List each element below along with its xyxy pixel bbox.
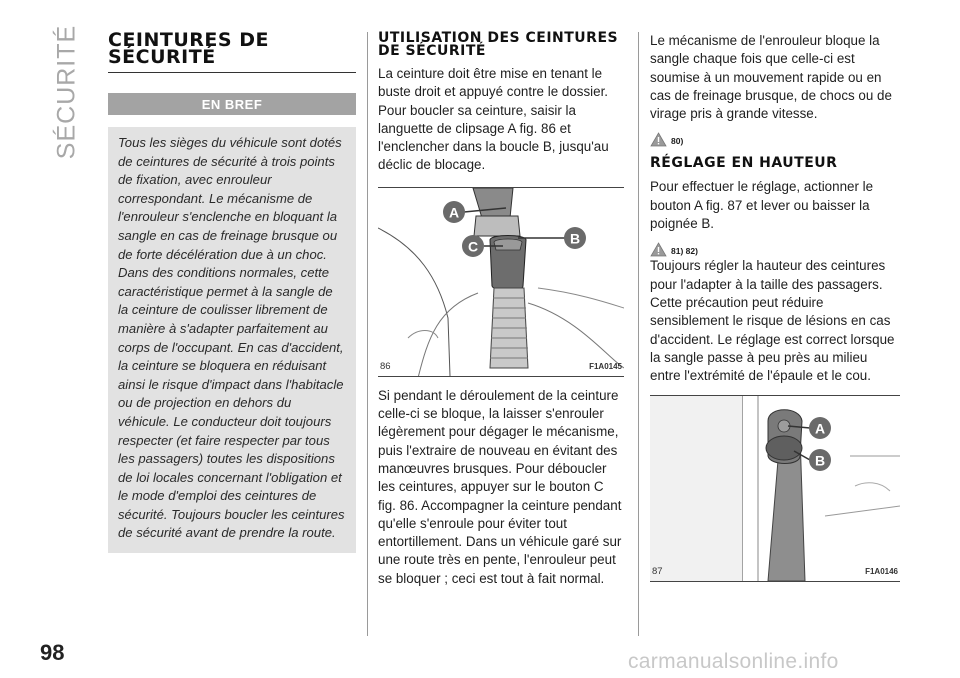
callout-b: B (814, 452, 826, 469)
callout-a: A (814, 420, 826, 437)
section-title: UTILISATION DES CEINTURES DE SÉCURITÉ (378, 30, 619, 59)
paragraph: Pour effectuer le réglage, actionner le bouton A fig. 87 et lever ou baisser la poignée B. (650, 179, 874, 232)
paragraph: Le mécanisme de l'enrouleur bloque la sangle chaque fois que celle-ci est soumise à un mouvement rapide ou en cas de freinage brusque, de chocs ou de virage pris à grande vitesse. (650, 33, 892, 122)
figure-number: 86 (380, 360, 391, 372)
callout-c: C (467, 238, 479, 255)
callout-a: A (448, 204, 460, 221)
brief-heading: EN BREF (108, 93, 356, 115)
figure-code: F1A0145 (589, 361, 622, 371)
paragraph: Si pendant le déroulement de la ceinture celle-ci se bloque, la laisser s'enrouler légèrement pour dégager le mécanisme, puis l'extraire de nouveau en évitant des manœuvres brusques. Pour déboucler les ceintures, appuyer sur le bouton C fig. 86. Accompagner la ceinture pendant qu'elle s'enroule pour éviter tout entortillement. Dans un véhicule garé sur une route très en pente, l'enrouleur peut se bloquer ; ceci est tout à fait normal. (378, 387, 622, 586)
warning-reference (650, 127, 900, 147)
warning-ref-text: 81) 82) (671, 246, 698, 257)
footer-site: carmanualsonline.info (628, 650, 839, 673)
brief-text: Tous les sièges du véhicule sont dotés de ceintures de sécurité à trois points de fixation, avec enrouleur correspondant. Le mécanisme de l'enrouleur s'enclenche en bloquant la sangle en cas de freinage brusque ou de forte décélération due à un choc. Dans des conditions normales, cette caractéristique permet à la sangle de la ceinture de coulisser librement de manière à s'adapter parfaitement au corps de l'occupant. En cas d'accident, la ceinture se bloquera en réduisant ainsi le risque d'impact dans l'habitacle ou de projection en dehors du véhicule. Le conducteur doit toujours respecter (et faire respecter par tous les passagers) toutes les dispositions de loi locales concernant l'obligation et le mode d'emploi des ceintures de sécurité. Toujours boucler les ceintures de sécurité avant de prendre la route. (108, 127, 356, 553)
column-2 (378, 32, 624, 588)
subsection-heading: RÉGLAGE EN HAUTEUR (650, 155, 838, 172)
paragraph: Toujours régler la hauteur des ceintures pour l'adapter à la taille des passagers. Cette précaution peut réduire sensiblement le risque de lésions en cas d'accident. Le réglage est correct lorsque la sangle passe à peu près au milieu entre l'extrémité de l'épaule et le cou. (650, 258, 895, 384)
column-divider (638, 32, 639, 636)
warning-reference (650, 237, 900, 257)
callout-b: B (569, 230, 581, 247)
figure-number: 87 (652, 566, 663, 578)
column-divider (367, 32, 368, 636)
column-1 (108, 29, 356, 553)
chapter-tab-label: SÉCURITÉ (52, 24, 81, 160)
warning-triangle-icon (650, 242, 667, 257)
seatbelt-buckle-illustration (378, 188, 624, 376)
chapter-tab (52, 24, 82, 160)
figure-86 (378, 187, 624, 377)
section-title: CEINTURES DE SÉCURITÉ (108, 29, 269, 68)
page-number: 98 (40, 640, 65, 665)
warning-triangle-icon (650, 132, 667, 147)
figure-code: F1A0146 (865, 567, 898, 577)
column-3 (650, 32, 900, 582)
paragraph: La ceinture doit être mise en tenant le buste droit et appuyé contre le dossier. Pour boucler sa ceinture, saisir la languette de clipsage A fig. 86 et l'enclencher dans la boucle B, jusqu'au déclic de blocage. (378, 66, 609, 173)
height-adjuster-illustration (650, 396, 900, 581)
title-rule (108, 72, 356, 73)
warning-ref-text: 80) (671, 136, 684, 147)
figure-87 (650, 395, 900, 582)
